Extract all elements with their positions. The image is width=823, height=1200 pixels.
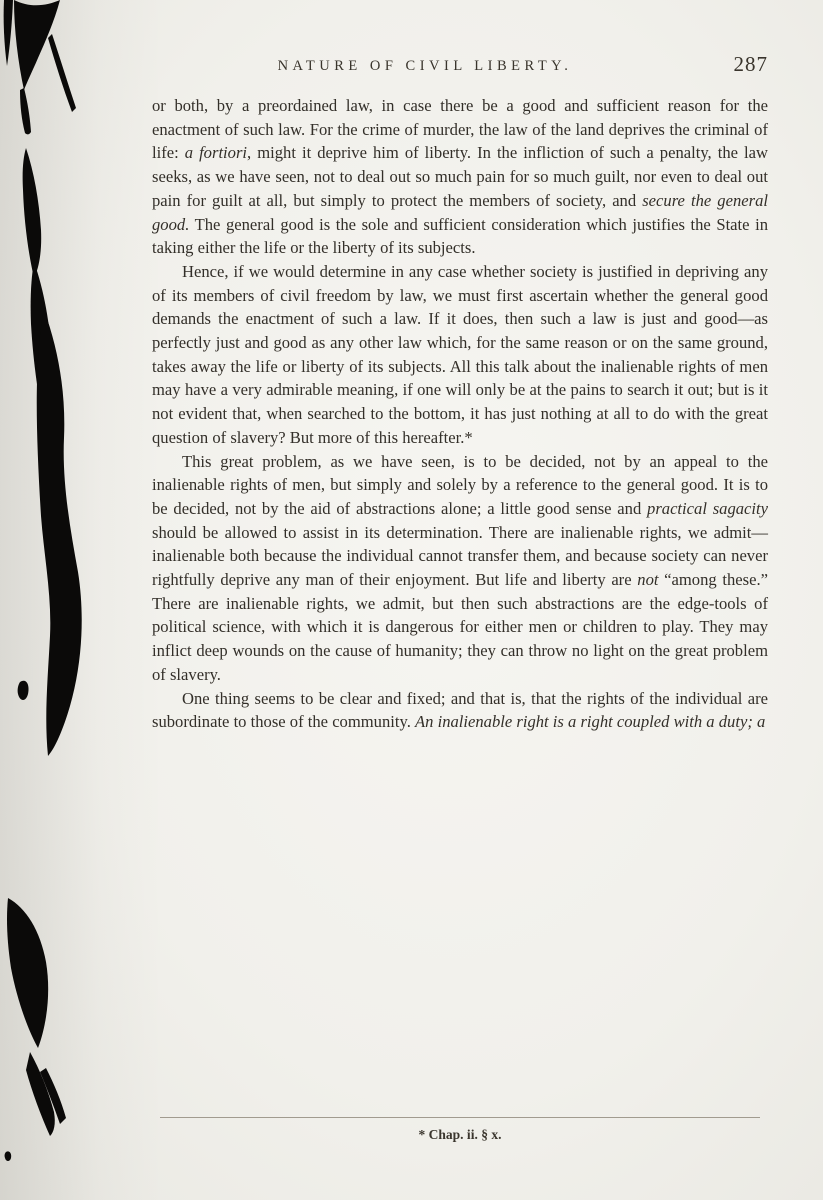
text-segment: not xyxy=(637,570,659,590)
text-segment: Hence, if we would determine in any case whether society is justified in depriving any of its members of civil freedom by law, we must first ascertain whether the general good demands the enactment of such a law. If it does, then such a law is just and good—as perfectly just and good as any other law which, for the same reason or on the same ground, takes away the life or liberty of its subjects. All this talk about the inalienable rights of men may have a very admirable meaning, if one will only be at the pains to search it out; but is it not evident that, when searched to the bottom, it has just nothing at all to do with the great question of slavery? But more of this hereafter.* xyxy=(152,261,768,447)
paragraph xyxy=(152,687,768,734)
text-segment: secure the general good. xyxy=(152,190,768,234)
text-segment: This great problem, as we have seen, is to be decided, not by an appeal to the inalienable rights of men, but simply and solely by a reference to the general good. It is to be decided, not by the aid of abstractions alone; a little good sense and xyxy=(152,451,768,518)
page-number: 287 xyxy=(733,52,768,76)
text-segment: “among these.” There are inalienable rights, we admit, but then such abstractions are the edge-tools of political science, with which it is dangerous for either men or children to play. They may inflict deep wounds on the cause of humanity; they can throw no light on the great problem of slavery. xyxy=(152,570,768,684)
footnote-rule xyxy=(160,1117,760,1118)
paragraph xyxy=(152,260,768,450)
text-segment: The general good is the sole and sufficient consideration which justifies the State in taking either the life or the liberty of its subjects. xyxy=(152,214,768,258)
text-segment: practical sagacity xyxy=(647,498,768,518)
paragraph xyxy=(152,94,768,260)
footnote: * Chap. ii. § x. xyxy=(418,1127,502,1142)
scan-ink-artifact xyxy=(0,0,110,1200)
text-segment: , might it deprive him of liberty. In the infliction of such a penalty, the law seeks, as we have seen, not to deal out so much pain for so much guilt, nor even to deal out pain for guilt at all, but simply to protect the members of society, and xyxy=(152,143,768,210)
page-header-title: NATURE OF CIVIL LIBERTY. xyxy=(277,58,573,74)
paragraph xyxy=(152,450,768,687)
text-segment: a fortiori xyxy=(184,143,248,163)
page-body xyxy=(152,94,768,734)
running-header xyxy=(152,52,768,84)
text-segment: should be allowed to assist in its determination. There are inalienable rights, we admit—inalienable both because the individual cannot transfer them, and because society can never rightfully deprive any man of their enjoyment. But life and liberty are xyxy=(152,522,768,590)
text-segment: One thing seems to be clear and fixed; and that is, that the rights of the individual are subordinate to those of the community. xyxy=(152,688,768,732)
text-segment: An inalienable right is a right coupled with a duty; a xyxy=(415,712,766,732)
text-segment: or both, by a preordained law, in case there be a good and sufficient reason for the enactment of such law. For the crime of murder, the law of the land deprives the criminal of life: xyxy=(152,96,768,163)
